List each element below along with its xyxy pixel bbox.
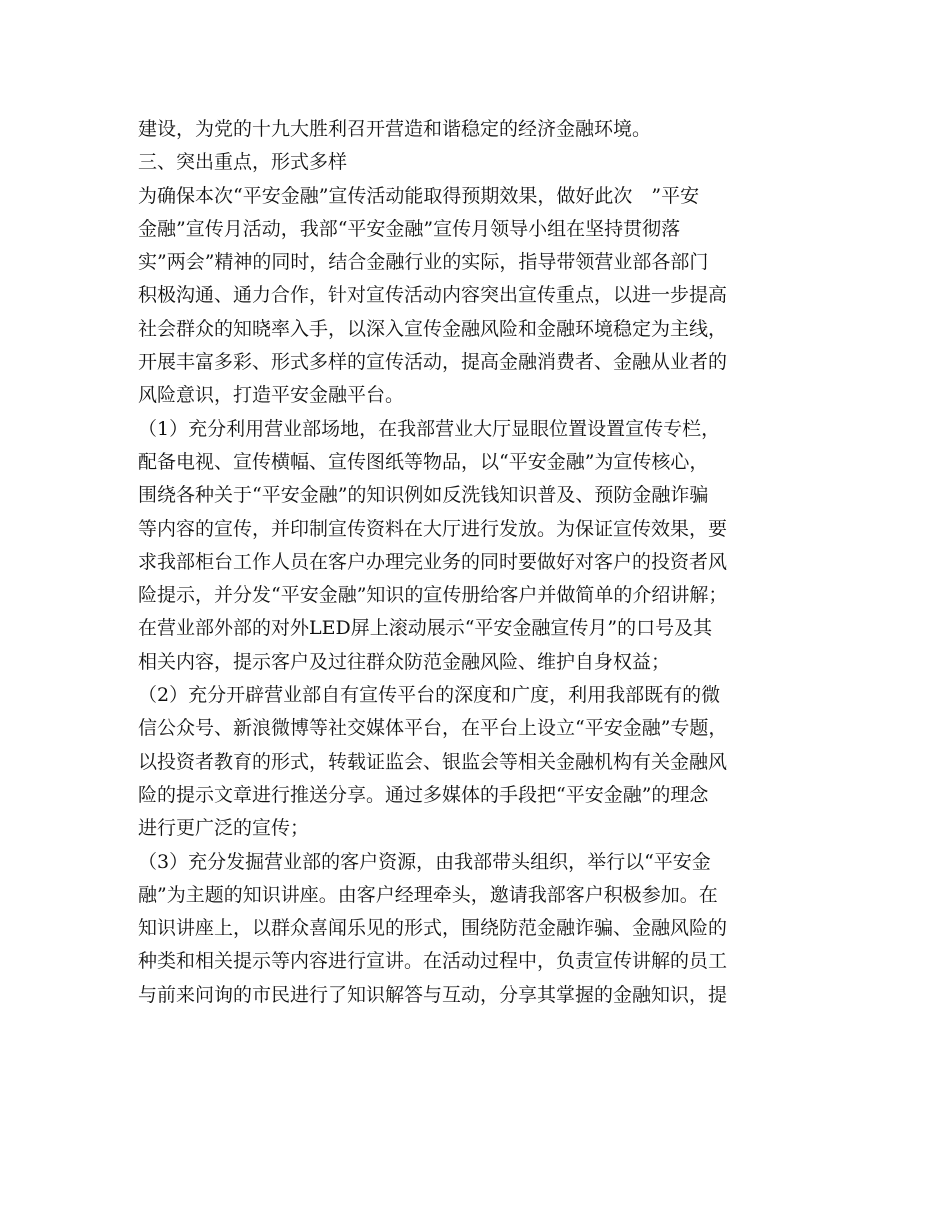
text-line: 为确保本次“平安金融”宣传活动能取得预期效果，做好此次 ”平安 bbox=[138, 184, 700, 207]
text-line: 开展丰富多彩、形式多样的宣传活动，提高金融消费者、金融从业者的 bbox=[138, 351, 728, 374]
text-line: （2）充分开辟营业部自有宣传平台的深度和广度，利用我部既有的微 bbox=[138, 684, 721, 707]
text-line: 险的提示文章进行推送分享。通过多媒体的手段把“平安金融”的理念 bbox=[138, 783, 709, 806]
text-line: 围绕各种关于“平安金融”的知识例如反洗钱知识普及、预防金融诈骗 bbox=[138, 484, 709, 507]
text-line: 建设，为党的十九大胜利召开营造和谐稳定的经济金融环境。 bbox=[138, 118, 652, 140]
text-line: （1）充分利用营业部场地，在我部营业大厅显眼位置设置宣传专栏， bbox=[138, 417, 721, 440]
text-line: 配备电视、宣传横幅、宣传图纸等物品，以“平安金融”为宣传核心， bbox=[138, 450, 709, 473]
document-body bbox=[138, 113, 818, 1012]
text-line: 信公众号、新浪微博等社交媒体平台，在平台上设立“平安金融”专题， bbox=[138, 717, 728, 740]
text-line: 积极沟通、通力合作，针对宣传活动内容突出宣传重点，以进一步提高 bbox=[138, 284, 728, 307]
text-line: 融”为主题的知识讲座。由客户经理牵头，邀请我部客户积极参加。在 bbox=[138, 883, 718, 906]
text-line: 相关内容，提示客户及过往群众防范金融风险、维护自身权益； bbox=[138, 650, 671, 673]
text-line: 社会群众的知晓率入手，以深入宣传金融风险和金融环境稳定为主线， bbox=[138, 317, 728, 340]
section-heading: 三、突出重点，形式多样 bbox=[138, 151, 348, 174]
text-line: 与前来问询的市民进行了知识解答与互动，分享其掌握的金融知识，提 bbox=[138, 983, 728, 1006]
text-line: 知识讲座上，以群众喜闻乐见的形式，围绕防范金融诈骗、金融风险的 bbox=[138, 917, 728, 940]
text-line: 以投资者教育的形式，转载证监会、银监会等相关金融机构有关金融风 bbox=[138, 750, 728, 773]
text-line: （3）充分发掘营业部的客户资源，由我部带头组织，举行以“平安金 bbox=[138, 850, 711, 873]
text-line: 等内容的宣传，并印制宣传资料在大厅进行发放。为保证宣传效果，要 bbox=[138, 517, 728, 540]
text-line: 风险意识，打造平安金融平台。 bbox=[138, 384, 405, 407]
text-line: 金融”宣传月活动，我部“平安金融”宣传月领导小组在坚持贯彻落 bbox=[138, 217, 681, 240]
text-line: 在营业部外部的对外LED屏上滚动展示“平安金融宣传月”的口号及其 bbox=[138, 617, 713, 640]
text-line: 进行更广泛的宣传； bbox=[138, 817, 310, 840]
text-line: 险提示，并分发“平安金融”知识的宣传册给客户并做简单的介绍讲解； bbox=[138, 584, 728, 607]
text-line: 实”两会”精神的同时，结合金融行业的实际，指导带领营业部各部门 bbox=[138, 251, 709, 274]
text-line: 求我部柜台工作人员在客户办理完业务的同时要做好对客户的投资者风 bbox=[138, 550, 728, 573]
text-line: 种类和相关提示等内容进行宣讲。在活动过程中，负责宣传讲解的员工 bbox=[138, 950, 728, 973]
